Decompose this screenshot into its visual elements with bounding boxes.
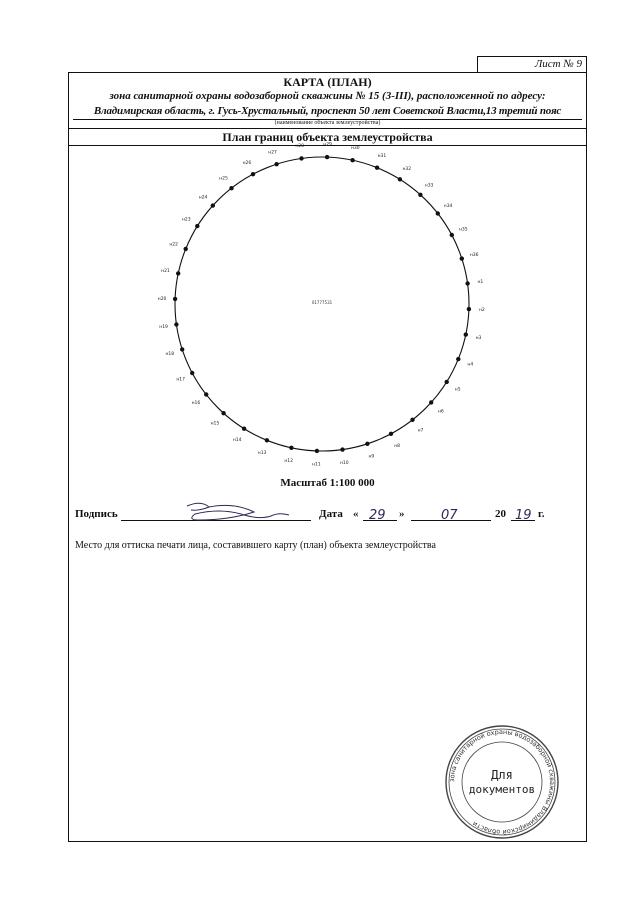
boundary-point-label: н7 [417, 428, 424, 434]
boundary-point [436, 211, 440, 215]
boundary-point [429, 400, 433, 404]
boundary-point [365, 442, 369, 446]
boundary-point [315, 449, 319, 453]
boundary-point-label: н23 [181, 217, 191, 223]
boundary-point-label: н31 [377, 154, 387, 160]
boundary-point [418, 193, 422, 197]
boundary-point [350, 158, 354, 162]
boundary-point-label: н10 [339, 460, 349, 466]
boundary-point-label: н30 [350, 146, 360, 151]
boundary-point-label: н27 [268, 150, 277, 156]
boundary-point-label: н20 [157, 296, 167, 302]
boundary-point [445, 380, 449, 384]
year-unit: г. [538, 508, 545, 520]
boundary-point [375, 166, 379, 170]
boundary-point [229, 186, 233, 190]
boundary-point [190, 371, 194, 375]
boundary-point [389, 432, 393, 436]
boundary-point-label: н36 [469, 253, 479, 259]
svg-text:зона санитарной охраны водозаб [448, 728, 556, 836]
boundary-point-label: н15 [210, 421, 220, 427]
boundary-point-label: н13 [257, 450, 267, 456]
boundary-point-label: н26 [242, 161, 252, 167]
boundary-point-label: н19 [159, 324, 168, 330]
document-title: КАРТА (ПЛАН) [283, 75, 372, 89]
boundary-point [274, 162, 278, 166]
boundary-point-label: н32 [402, 166, 412, 172]
date-open-quote: « [353, 508, 359, 520]
stamp-center-text-1: Для [491, 768, 513, 782]
boundary-plan [69, 73, 586, 493]
boundary-point-label: н28 [295, 144, 305, 150]
date-month: 07 [441, 508, 458, 523]
boundary-point-label: н34 [443, 204, 453, 209]
boundary-point [299, 156, 303, 160]
plan-section-title: План границ объекта землеустройства [222, 130, 433, 144]
boundary-point [242, 427, 246, 431]
boundary-point [221, 411, 225, 415]
boundary-point-label: н17 [176, 377, 186, 383]
stamp-center-text-2: документов [468, 783, 536, 796]
boundary-point-label: н29 [323, 142, 332, 148]
boundary-point [460, 256, 464, 260]
date-close-quote: » [399, 508, 405, 520]
boundary-point-label: н4 [467, 362, 474, 368]
boundary-point [174, 322, 178, 326]
boundary-point-label: н12 [284, 459, 294, 464]
plan-scale: Масштаб 1:100 000 [280, 477, 375, 489]
boundary-point [456, 357, 460, 361]
boundary-point [325, 155, 329, 159]
boundary-point-label: н8 [394, 443, 401, 449]
object-description-line-1: зона санитарной охраны водозаборной скважины № 15 (3-III), расположенной по адресу: [109, 90, 546, 102]
boundary-point-label: н18 [165, 351, 175, 357]
stamp-ring-text: зона санитарной охраны водозаборной скважины Владимирской области [447, 727, 557, 837]
boundary-point [251, 172, 255, 176]
boundary-point [204, 392, 208, 396]
boundary-point-label: н16 [191, 401, 201, 406]
boundary-point [173, 297, 177, 301]
boundary-point [467, 307, 471, 311]
boundary-point [398, 177, 402, 181]
boundary-point-label: н9 [368, 454, 375, 460]
boundary-point-label: н2 [478, 308, 485, 314]
boundary-point [211, 203, 215, 207]
date-label: Дата [319, 508, 343, 520]
boundary-point [410, 418, 414, 422]
boundary-point [195, 224, 199, 228]
boundary-point-label: н24 [198, 195, 208, 201]
object-description-line-2: Владимирская область, г. Гусь-Хрустальный, проспект 50 лет Советской Власти,13 третий пояс [93, 105, 562, 117]
boundary-point-label: н1 [477, 280, 484, 286]
boundary-point-label: н25 [219, 176, 228, 182]
boundary-point-label: н3 [475, 335, 482, 341]
boundary-point [464, 332, 468, 336]
boundary-point-label: н35 [458, 227, 468, 233]
date-day: 29 [369, 508, 386, 523]
plan-center-label: 01777531 [311, 300, 333, 305]
boundary-point-label: н11 [312, 462, 321, 468]
boundary-point-label: н14 [232, 438, 242, 444]
boundary-point-label: н6 [437, 409, 444, 415]
stamp-placement-note: Место для оттиска печати лица, составившего карту (план) объекта землеустройства [75, 540, 436, 551]
boundary-point [450, 233, 454, 237]
boundary-point [176, 271, 180, 275]
document-frame [68, 72, 587, 842]
boundary-point-label: н5 [454, 387, 461, 393]
boundary-point [340, 447, 344, 451]
boundary-point [180, 347, 184, 351]
official-stamp [443, 723, 561, 841]
boundary-point [289, 446, 293, 450]
handwritten-signature [179, 498, 299, 528]
boundary-point-label: н21 [161, 269, 170, 275]
boundary-point [465, 281, 469, 285]
signature-row [75, 508, 585, 528]
signature-label: Подпись [75, 508, 118, 520]
year-prefix: 20 [495, 508, 506, 520]
boundary-point [184, 247, 188, 251]
date-year: 19 [515, 508, 532, 523]
boundary-point [265, 438, 269, 442]
boundary-point-label: н33 [424, 183, 434, 189]
boundary-point-label: н22 [169, 242, 179, 248]
sheet-number: Лист № 9 [477, 56, 587, 72]
object-caption: (наименование объекта землеустройства) [274, 120, 381, 126]
